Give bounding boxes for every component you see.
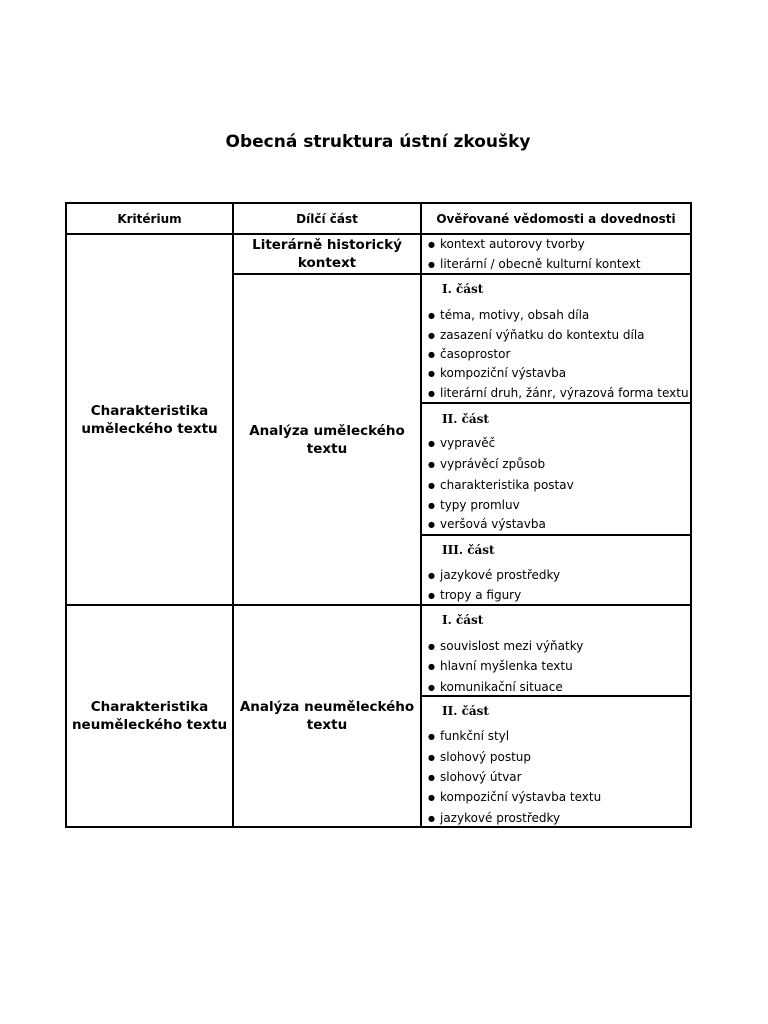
criterion-nonartistic-text bbox=[65, 604, 234, 828]
list-item: ● veršová výstavba bbox=[428, 517, 546, 533]
list-item: ● kontext autorovy tvorby bbox=[428, 237, 585, 253]
list-item: ● souvislost mezi výňatky bbox=[428, 639, 583, 655]
list-item: ● literární druh, žánr, výrazová forma textu bbox=[428, 386, 689, 402]
list-item: ● téma, motivy, obsah díla bbox=[428, 308, 589, 324]
criterion-artistic-text bbox=[65, 233, 234, 606]
criterion-line: neuměleckého textu bbox=[71, 717, 228, 733]
section-title: I. část bbox=[442, 282, 484, 296]
list-item: ● jazykové prostředky bbox=[428, 811, 560, 827]
list-item: ● literární / obecně kulturní kontext bbox=[428, 257, 641, 273]
section-title: III. část bbox=[442, 543, 495, 557]
list-item: ● slohový útvar bbox=[428, 770, 522, 786]
subpart-line: Analýza uměleckého bbox=[249, 422, 405, 439]
subpart-nonartistic-analysis bbox=[232, 604, 422, 828]
list-item: ● tropy a figury bbox=[428, 588, 521, 604]
section-title: II. část bbox=[442, 704, 489, 718]
list-item: ● slohový postup bbox=[428, 750, 531, 766]
section-nonartistic-part-2 bbox=[420, 695, 692, 828]
section-title: I. část bbox=[442, 613, 484, 627]
subpart-artistic-analysis bbox=[232, 273, 422, 606]
subpart-line: Analýza neuměleckého bbox=[239, 699, 415, 715]
list-item: ● jazykové prostředky bbox=[428, 568, 560, 584]
criterion-line: Charakteristika bbox=[90, 699, 209, 715]
header-skills: Ověřované vědomosti a dovednosti bbox=[420, 202, 692, 235]
header-subpart: Dílčí část bbox=[232, 202, 422, 235]
criterion-line: uměleckého textu bbox=[81, 420, 218, 437]
subpart-literary-context bbox=[232, 233, 422, 275]
section-nonartistic-part-1 bbox=[420, 604, 692, 697]
subpart-line: kontext bbox=[297, 255, 357, 271]
header-criterion: Kritérium bbox=[65, 202, 234, 235]
list-item: ● zasazení výňatku do kontextu díla bbox=[428, 328, 645, 344]
page-title: Obecná struktura ústní zkoušky bbox=[225, 132, 531, 152]
section-artistic-part-3 bbox=[420, 534, 692, 606]
subpart-line: Literárně historický bbox=[252, 237, 402, 253]
list-item: ● hlavní myšlenka textu bbox=[428, 659, 573, 675]
subpart-line: textu bbox=[306, 717, 348, 733]
section-title: II. část bbox=[442, 412, 489, 426]
list-item: ● charakteristika postav bbox=[428, 478, 574, 494]
list-item: ● typy promluv bbox=[428, 498, 520, 514]
section-artistic-part-1 bbox=[420, 273, 692, 404]
subpart-line: textu bbox=[306, 440, 348, 457]
skills-literary-context bbox=[420, 233, 692, 275]
list-item: ● kompoziční výstavba textu bbox=[428, 790, 601, 806]
list-item: ● časoprostor bbox=[428, 347, 510, 363]
section-artistic-part-2 bbox=[420, 402, 692, 536]
criterion-line: Charakteristika bbox=[90, 402, 209, 419]
list-item: ● funkční styl bbox=[428, 729, 509, 745]
list-item: ● kompoziční výstavba bbox=[428, 366, 566, 382]
list-item: ● komunikační situace bbox=[428, 680, 563, 696]
list-item: ● vyprávěcí způsob bbox=[428, 457, 545, 473]
list-item: ● vypravěč bbox=[428, 436, 495, 452]
